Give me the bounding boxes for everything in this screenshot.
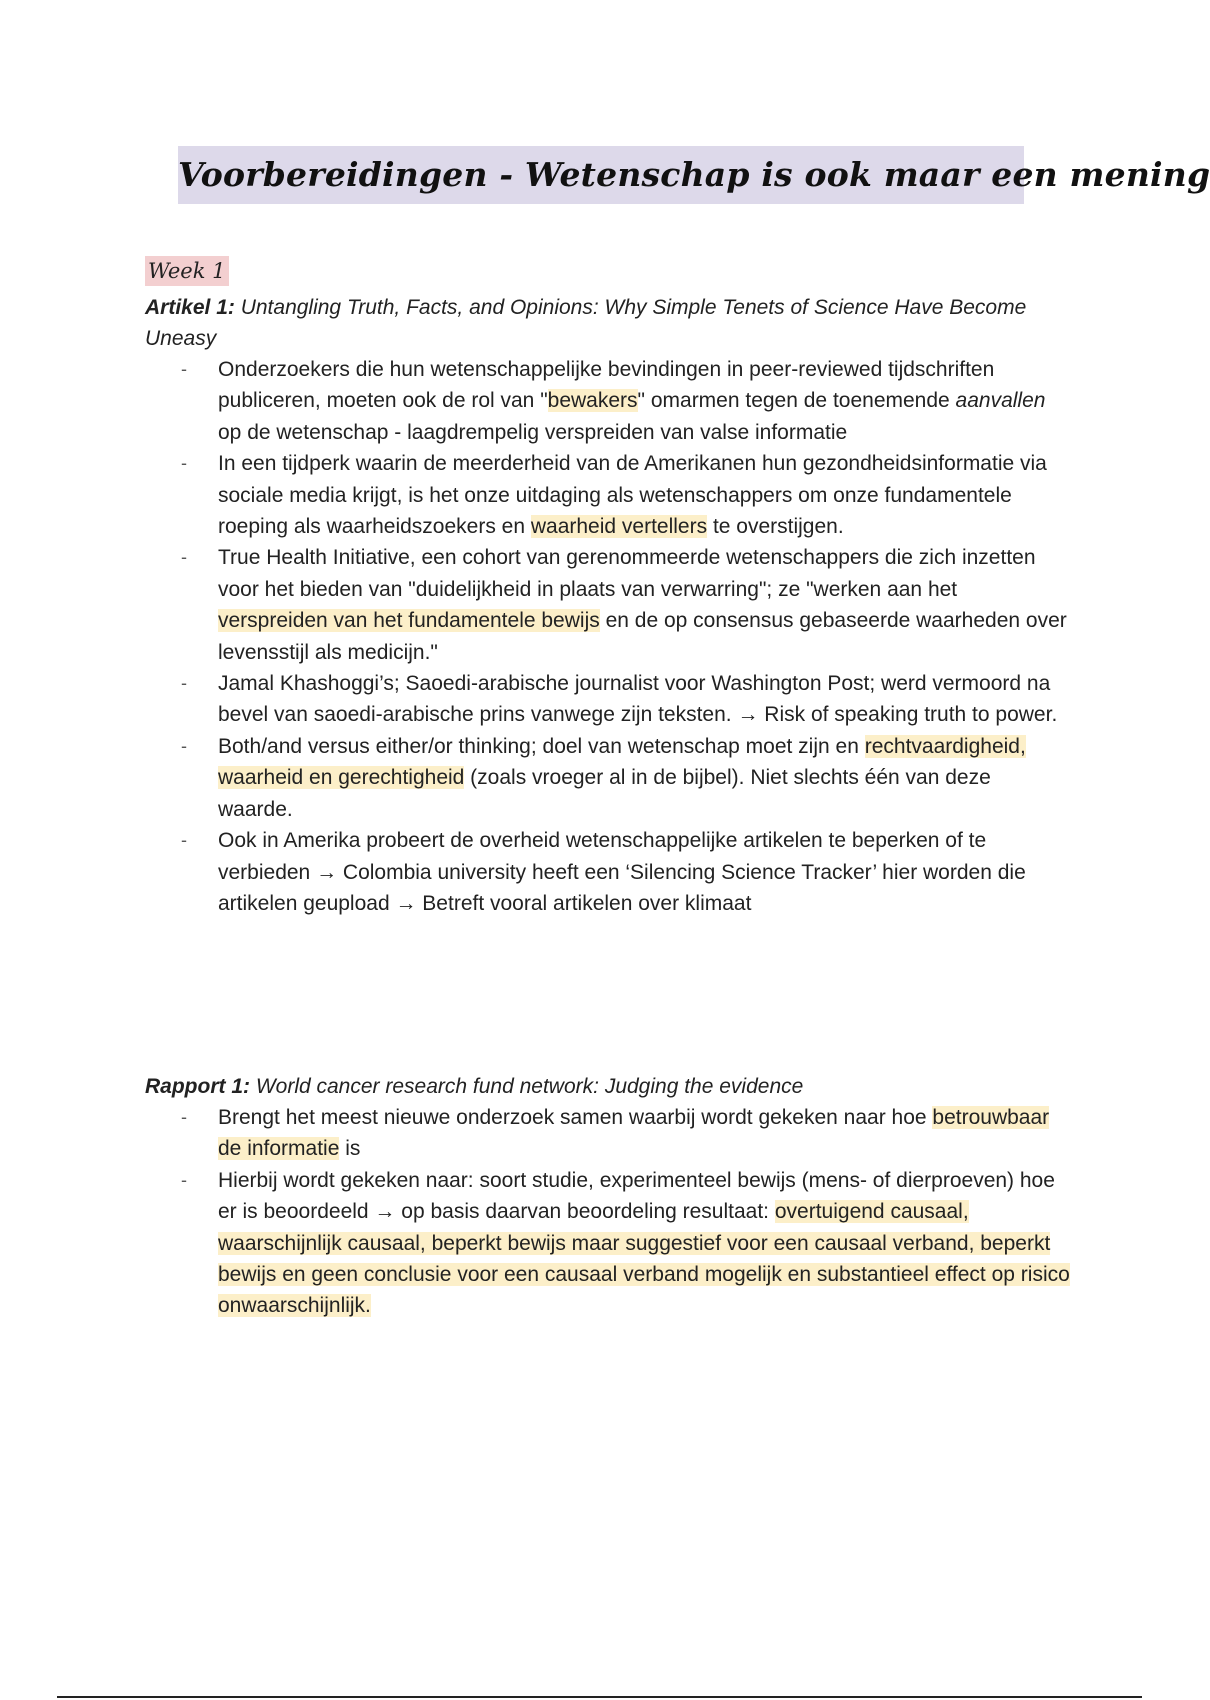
report-heading bbox=[145, 1071, 1070, 1102]
bullet-dash: - bbox=[181, 830, 187, 851]
article-heading bbox=[145, 292, 1070, 354]
list-item: - Jamal Khashoggi’s; Saoedi-arabische journalist voor Washington Post; werd vermoord na bevel van saoedi-arabische prins vanwege zijn teksten. → Risk of speaking truth to power. bbox=[218, 668, 1070, 731]
list-item: - Onderzoekers die hun wetenschappelijke bevindingen in peer-reviewed tijdschriften publiceren, moeten ook de rol van "bewakers" omarmen tegen de toenemende aanvallen op de wetenschap - laagdrempelig verspreiden van valse informatie bbox=[218, 354, 1070, 448]
highlight: overtuigend causaal, waarschijnlijk causaal, beperkt bewijs maar suggestief voor een causaal verband, beperkt bewijs en geen conclusie voor een causaal verband mogelijk en substantieel effect op risico onwaarschijnlijk. bbox=[218, 1200, 1070, 1318]
week-label: Week 1 bbox=[145, 256, 229, 286]
report-lead: Rapport 1: bbox=[145, 1075, 250, 1098]
highlight: rechtvaardigheid, waarheid en gerechtigheid bbox=[218, 734, 1026, 790]
highlight: waarheid vertellers bbox=[530, 515, 708, 539]
list-item: - Both/and versus either/or thinking; doel van wetenschap moet zijn en rechtvaardigheid, waarheid en gerechtigheid (zoals vroeger al in de bijbel). Niet slechts één van deze waarde. bbox=[218, 731, 1070, 825]
bullet-dash: - bbox=[181, 735, 187, 756]
article-lead: Artikel 1: bbox=[145, 296, 235, 319]
report-bullets bbox=[145, 1102, 1070, 1322]
highlight: bewakers bbox=[547, 389, 638, 413]
bullet-dash: - bbox=[181, 1107, 187, 1127]
bullet-dash: - bbox=[181, 359, 187, 379]
list-item: - Brengt het meest nieuwe onderzoek samen waarbij wordt gekeken naar hoe betrouwbaar de informatie is bbox=[218, 1102, 1070, 1165]
list-item: - In een tijdperk waarin de meerderheid van de Amerikanen hun gezondheidsinformatie via sociale media krijgt, is het onze uitdaging als wetenschappers om onze fundamentele roeping als waarheidszoekers en waarheid vertellers te overstijgen. bbox=[218, 448, 1070, 542]
highlight: betrouwbaar de informatie bbox=[218, 1106, 1050, 1161]
article-title: Untangling Truth, Facts, and Opinions: Why Simple Tenets of Science Have Become Uneasy bbox=[145, 296, 1027, 350]
bullet-dash: - bbox=[181, 453, 187, 474]
page-title: Voorbereidingen - Wetenschap is ook maar een mening bbox=[178, 146, 1024, 204]
list-item: - True Health Initiative, een cohort van gerenommeerde wetenschappers die zich inzetten voor het bieden van "duidelijkheid in plaats van verwarring"; ze "werken aan het verspreiden van het fundamentele bewijs en de op consensus gebaseerde waarheden over levensstijl als medicijn." bbox=[218, 542, 1070, 668]
article-section bbox=[145, 292, 1070, 919]
bullet-dash: - bbox=[181, 1169, 187, 1190]
list-item: - Ook in Amerika probeert de overheid wetenschappelijke artikelen te beperken of te verbieden → Colombia university heeft een ‘Silencing Science Tracker’ hier worden die artikelen geupload → Betreft vooral artikelen over klimaat bbox=[218, 825, 1070, 919]
emphasis: aanvallen bbox=[955, 389, 1046, 413]
bottom-rule bbox=[57, 1696, 1142, 1698]
article-bullets bbox=[145, 354, 1070, 919]
highlight: verspreiden van het fundamentele bewijs bbox=[218, 609, 600, 633]
bullet-dash: - bbox=[181, 547, 187, 568]
bullet-dash: - bbox=[181, 673, 187, 694]
report-section bbox=[145, 1071, 1070, 1322]
list-item: - Hierbij wordt gekeken naar: soort studie, experimenteel bewijs (mens- of dierproeven) hoe er is beoordeeld → op basis daarvan beoordeling resultaat: overtuigend causaal, waarschijnlijk causaal, beperkt bewijs maar suggestief voor een causaal verband, beperkt bewijs en geen conclusie voor een causaal verband mogelijk en substantieel effect op risico onwaarschijnlijk. bbox=[218, 1165, 1070, 1322]
report-title: World cancer research fund network: Judging the evidence bbox=[250, 1075, 804, 1098]
